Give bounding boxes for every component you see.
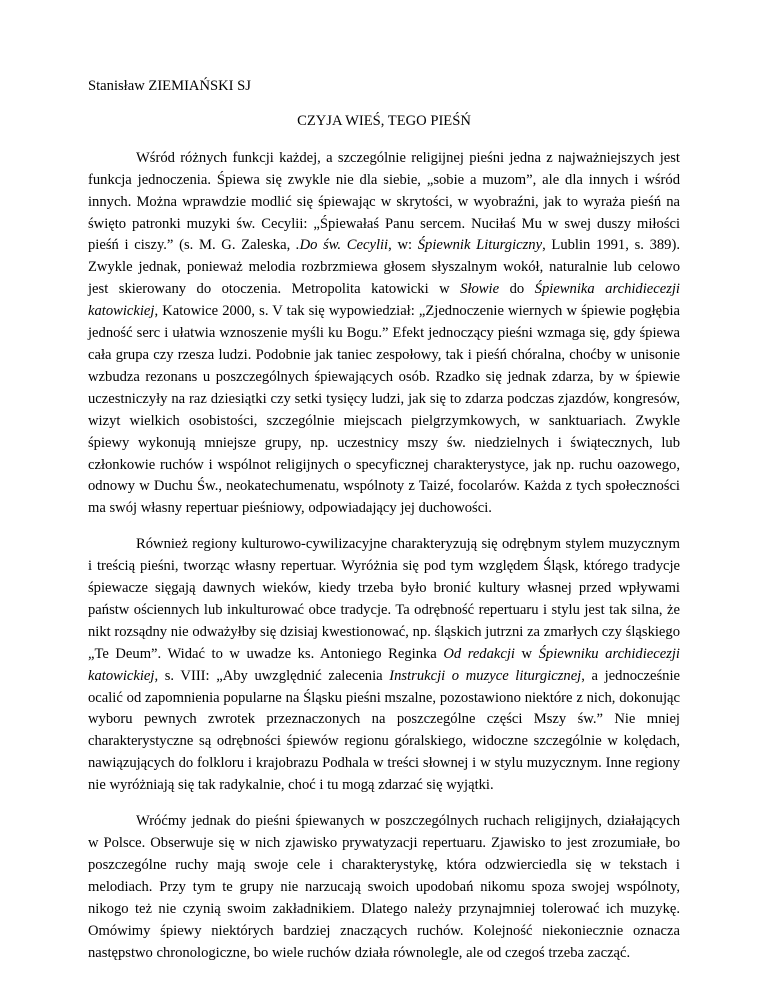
text-run: , Lublin 1991, s. 389). Zwykle jednak, ponieważ melodia rozbrzmiewa głosem słyszalnym wokół, naturalnie lub celowo jest skierowany do otoczenia. Metropolita katowicki w: [88, 237, 680, 298]
article-title: CZYJA WIEŚ, TEGO PIEŚŃ: [297, 112, 471, 129]
paragraph-3: [88, 811, 680, 964]
text-run: w: [514, 645, 539, 662]
text-run: , w:: [388, 237, 418, 254]
italic-run: Śpiewniku archidiecezji katowickiej,: [88, 645, 680, 684]
document-page: [88, 76, 680, 978]
text-run: , Katowice 2000, s. V tak się wypowiedział: „Zjednoczenie wiernych w śpiewie pogłębia jedność serc i ułatwia wznoszenie myśli ku Bogu.” Efekt jednoczący pieśni wzmaga się, gdy śpiewa cała grupa czy rzesza ludzi. Podobnie jak taniec zespołowy, tak i pieśń chóralna, choćby w unisonie wzbudza rezonans u poszczególnych śpiewających osób. Rzadko się jednak zdarza, by w śpiewie uczestniczyły na raz dziesiątki czy setki tysięcy ludzi, jak się to zdarza podczas zjazdów, kongresów, wizyt wielkich osobistości, szczególnie miejscach pielgrzymkowych, w sanktuariach. Zwykle śpiewy wykonują mniejsze grupy, np. uczestnicy mszy św. niedzielnych i świątecznych, lub członkowie ruchów i wspólnot religijnych o specyficznej charakterystyce, jak np. ruchu oazowego, odnowy w Duchu Św., neokatechumenatu, wspólnoty z Taizé, focolarów. Każda z tych społeczności ma swój własny repertuar pieśniowy, odpowiadający jej duchowości.: [88, 303, 680, 517]
italic-run: Śpiewnik Liturgiczny: [417, 237, 543, 254]
italic-run: .Do św. Cecylii: [295, 237, 389, 254]
italic-run: Słowie: [460, 281, 500, 298]
paragraph-2: [88, 534, 680, 797]
italic-run: Instrukcji o muzyce liturgicznej: [389, 667, 582, 684]
author-line: Stanisław ZIEMIAŃSKI SJ: [88, 78, 251, 94]
text-run: do: [499, 281, 535, 298]
text-run: Również regiony kulturowo-cywilizacyjne charakteryzują się odrębnym stylem muzycznym i treścią pieśni, tworząc własny repertuar. Wyróżnia się pod tym względem Śląsk, którego tradycje śpiewacze sięgają dawnych wieków, kiedy trzeba było bronić kultury własnej przed wpływami państw ościennych lub inkulturować obce tradycje. Ta odrębność repertuaru i stylu jest tak silna, że nikt rozsądny nie odważyłby się dzisiaj kwestionować, np. śląskich jutrzni za zmarłych czy śląskiego „Te Deum”. Widać to w uwadze ks. Antoniego Reginka: [88, 536, 680, 662]
text-run: s. VIII: „Aby uwzględnić zalecenia: [158, 667, 390, 684]
italic-run: Od redakcji: [443, 645, 515, 662]
text-run: , a jednocześnie ocalić od zapomnienia popularne na Śląsku pieśni mszalne, pozostawiono niektóre z nich, dokonując wyboru pewnych zwrotek przeznaczonych na poszczególne części Mszy św.” Nie mniej charakterystyczne są odrębności śpiewów regionu góralskiego, widoczne szczególnie w kolędach, nawiązujących do folkloru i krajobrazu Podhala w treści słownej i w stylu muzycznym. Inne regiony nie wyróżniają się tak radykalnie, choć i tu mogą zdarzać się wyjątki.: [88, 667, 680, 794]
italic-run: Śpiewnika archidiecezji katowickiej: [88, 281, 680, 320]
text-run: Wróćmy jednak do pieśni śpiewanych w poszczególnych ruchach religijnych, działających w Polsce. Obserwuje się w nich zjawisko prywatyzacji repertuaru. Zjawisko to jest zrozumiałe, bo poszczególne ruchy mają swoje cele i charakterystykę, która odzwierciedla się w tekstach i melodiach. Przy tym te grupy nie narzucają swoich upodobań nikomu spoza swojej wspólnoty, nikogo też nie czynią swoim zakładnikiem. Dlatego należy przynajmniej tolerować ich muzykę. Omówimy śpiewy niektórych bardziej znaczących ruchów. Kolejność niekoniecznie oznacza następstwo chronologiczne, bo wiele ruchów działa równolegle, ale od czegoś trzeba zacząć.: [88, 813, 680, 961]
text-run: Wśród różnych funkcji każdej, a szczególnie religijnej pieśni jedna z najważniejszych jest funkcja jednoczenia. Śpiewa się zwykle nie dla siebie, „sobie a muzom”, ale dla innych i wśród innych. Można wprawdzie modlić się śpiewając w skrytości, w wyobraźni, jak to wyraża pieśń na święto patronki muzyki św. Cecylii: „Śpiewałaś Panu sercem. Nuciłaś Mu w swej duszy miłości pieśń i ciszy.” (s. M. G. Zaleska,: [88, 149, 680, 254]
paragraph-1: [88, 148, 680, 520]
